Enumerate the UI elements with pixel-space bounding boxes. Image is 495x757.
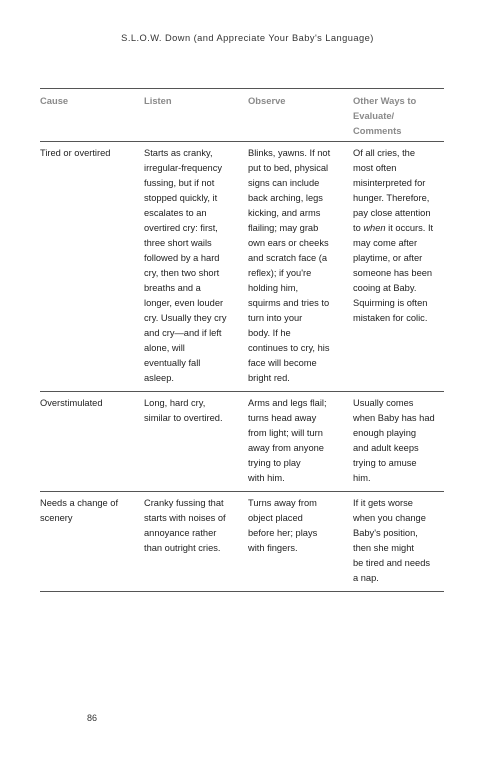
cell-other: If it gets worse when you change Baby's position, then she might be tired and needs a nap. — [353, 498, 431, 583]
emphasis-when: when — [363, 223, 386, 233]
running-head: S.L.O.W. Down (and Appreciate Your Baby's Language) — [121, 33, 374, 43]
evaluation-table — [40, 88, 444, 592]
header-other-ways: Other Ways to Evaluate/ Comments — [353, 95, 417, 136]
table-row — [40, 142, 444, 392]
cell-cause: Overstimulated — [40, 398, 103, 408]
header-listen: Listen — [144, 95, 172, 106]
cell-listen: Long, hard cry, similar to overtired. — [144, 398, 223, 423]
table-header-row — [40, 88, 444, 142]
cell-cause: Needs a change of scenery — [40, 498, 119, 523]
header-cause: Cause — [40, 95, 69, 106]
table-row — [40, 492, 444, 592]
cell-listen: Cranky fussing that starts with noises of annoyance rather than outright cries. — [144, 498, 226, 553]
cell-observe: Blinks, yawns. If not put to bed, physical signs can include back arching, legs kicking, and arms flailing; may grab own ears or cheeks and scratch face (a reflex); if you're holding him, squirms and tries to turn into your body. If he continues to cry, his face will become bright red. — [248, 148, 331, 383]
cell-observe: Turns away from object placed before her; plays with fingers. — [248, 498, 318, 553]
header-observe: Observe — [248, 95, 286, 106]
cell-other: Usually comes when Baby has had enough playing and adult keeps trying to amuse him. — [353, 398, 435, 483]
cell-cause: Tired or overtired — [40, 148, 111, 158]
page-number: 86 — [87, 713, 98, 723]
cell-listen: Starts as cranky, irregular-frequency fussing, but if not stopped quickly, it escalates to an overtired cry: first, three short wails followed by a hard cry, then two short breaths and a longer, even louder cry. Usually they cry and cry—and if left alone, will eventually fall asleep. — [144, 148, 227, 383]
cell-other: Of all cries, the most often misinterpreted for hunger. Therefore, pay close attention to when it occurs. It may come after playtime, or after someone has been cooing at Baby. Squirming is often mistaken for colic. — [353, 148, 434, 323]
table-row — [40, 392, 444, 492]
cell-observe: Arms and legs flail; turns head away from light; will turn away from anyone trying to play with him. — [248, 398, 327, 483]
